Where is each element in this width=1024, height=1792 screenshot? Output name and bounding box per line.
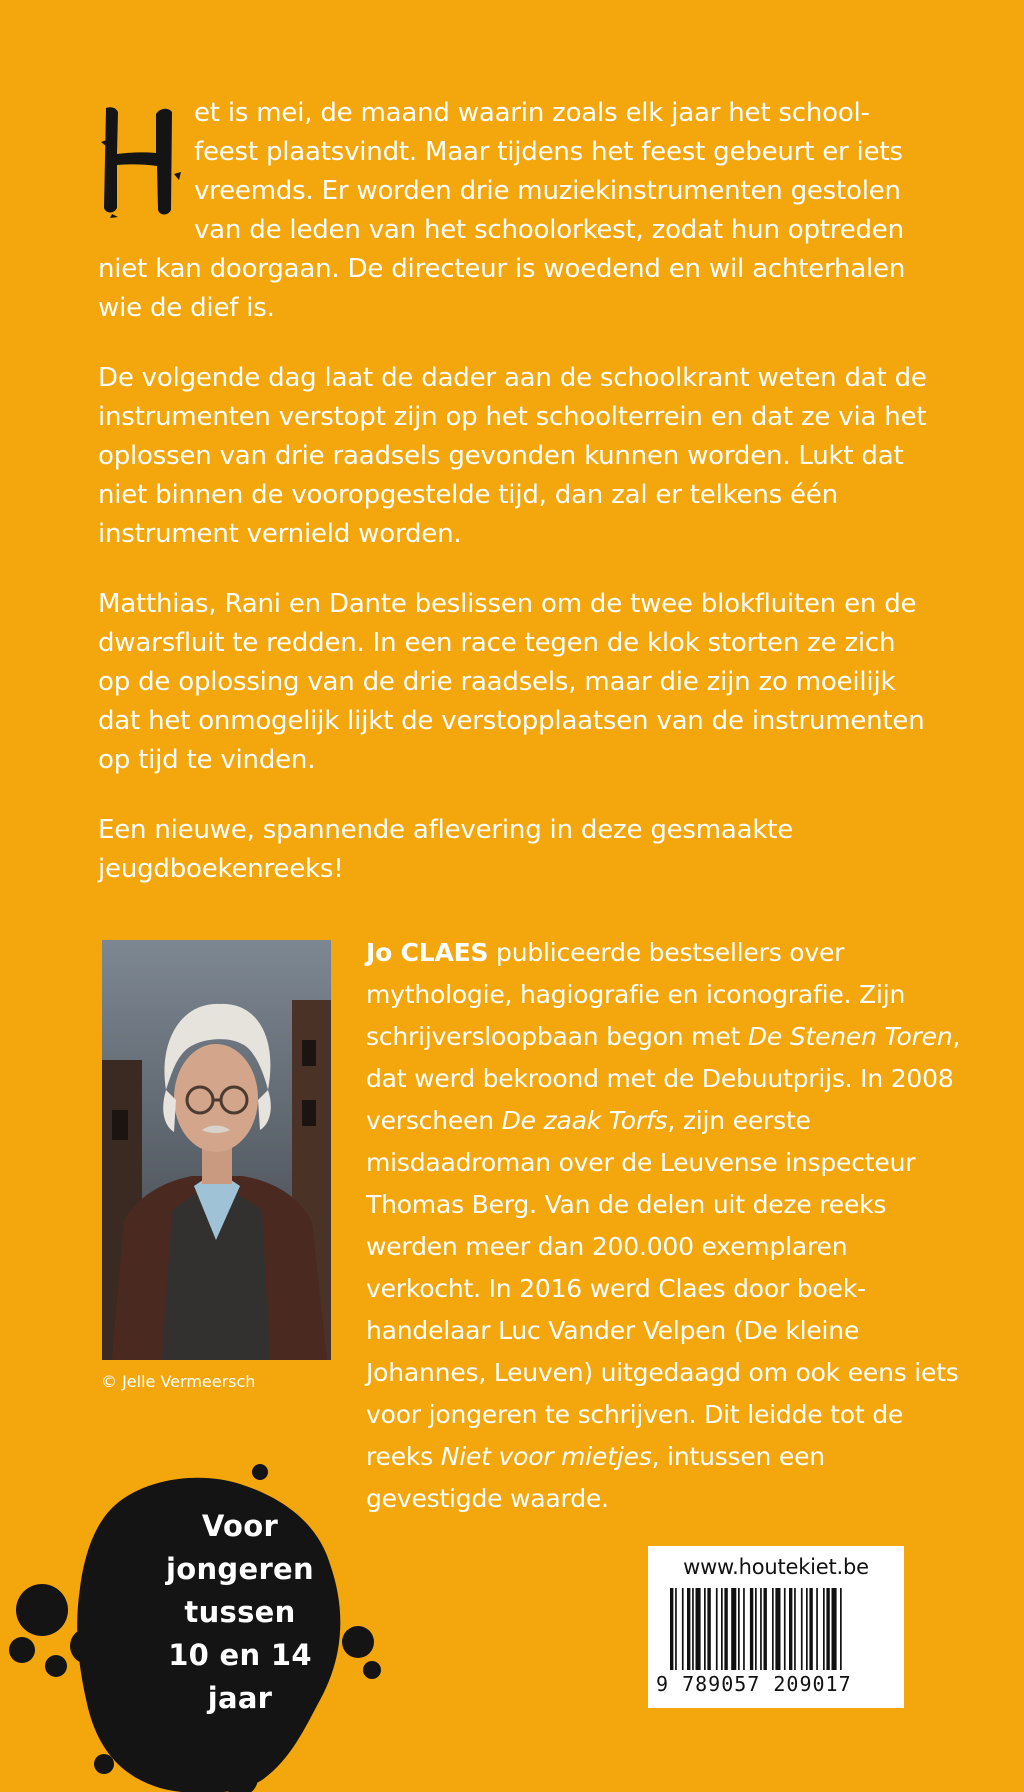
barcode-bar <box>675 1588 677 1670</box>
series-title: Niet voor mietjes <box>440 1442 652 1471</box>
barcode-bar <box>731 1588 736 1670</box>
barcode-bars <box>670 1588 884 1670</box>
blurb-paragraph-3: Matthias, Rani en Dante beslissen om de twee blokfluiten en de dwarsfluit te redden. In een race tegen de klok storten ze zich op de oplossing van de drie raadsels, maar die zijn zo moeilijk dat het onmogelijk lijkt de verstopplaatsen van de instrumenten op tijd te vinden. <box>98 589 925 775</box>
barcode-bar <box>775 1588 780 1670</box>
author-name: Jo CLAES <box>366 938 489 967</box>
barcode-bar <box>784 1588 786 1670</box>
barcode-bar <box>760 1588 762 1670</box>
book-title: De Stenen Toren <box>747 1022 953 1051</box>
author-photo <box>102 940 331 1360</box>
dropcap-brush-letter <box>98 102 184 220</box>
barcode-bar <box>721 1588 723 1670</box>
barcode-bar <box>743 1588 745 1670</box>
barcode-bar <box>687 1588 690 1670</box>
blurb-text <box>98 94 930 920</box>
blurb-paragraph-1: et is mei, de maand waarin zoals elk jaar het school-feest plaatsvindt. Maar tijdens het feest gebeurt er iets vreemds. Er worden drie muziekinstrumenten gestolen van de leden van het schoolorkest, zodat hun optreden niet kan doorgaan. De directeur is woedend en wil achterhalen wie de dief is. <box>98 98 906 323</box>
barcode-bar <box>772 1588 774 1670</box>
barcode-bar <box>707 1588 710 1670</box>
barcode-bar <box>682 1588 684 1670</box>
photo-credit: © Jelle Vermeersch <box>101 1372 256 1391</box>
barcode-bar <box>696 1588 701 1670</box>
barcode-bar <box>826 1588 829 1670</box>
barcode-bar <box>755 1588 757 1670</box>
barcode-bar <box>816 1588 818 1670</box>
blurb-paragraph-2: De volgende dag laat de dader aan de schoolkrant weten dat de instrumenten verstopt zijn op het schoolterrein en dat ze via het oplossen van drie raadsels gevonden kunnen worden. Lukt dat niet binnen de vooropgestelde tijd, dan zal er telkens één instrument vernield worden. <box>98 363 927 549</box>
age-badge-text: Voor jongeren tussen 10 en 14 jaar <box>166 1509 314 1715</box>
barcode-bar <box>704 1588 706 1670</box>
barcode-bar <box>789 1588 792 1670</box>
barcode-bar <box>670 1588 673 1670</box>
barcode-bar <box>724 1588 727 1670</box>
barcode-bar <box>692 1588 694 1670</box>
author-bio: Jo CLAES publiceerde bestsellers over mythologie, hagiografie en iconografie. Zijn schrijversloopbaan begon met De Stenen Toren, dat werd bekroond met de Debuutprijs. In 2008 verscheen De zaak Torfs, zijn eerste misdaadroman over de Leuvense inspecteur Thomas Berg. Van de delen uit deze reeks werden meer dan 200.000 exemplaren verkocht. In 2016 werd Claes door boek-handelaar Luc Vander Velpen (De kleine Johannes, Leuven) uitgedaagd om ook eens iets voor jongeren te schrijven. Dit leidde tot de reeks Niet voor mietjes, intussen een gevestigde waarde. <box>366 938 961 1513</box>
barcode-bar <box>738 1588 740 1670</box>
blurb-paragraph-4: Een nieuwe, spannende aflevering in deze gesmaakte jeugdboekenreeks! <box>98 815 794 884</box>
barcode-bar <box>823 1588 825 1670</box>
barcode-label <box>648 1546 904 1708</box>
publisher-url: www.houtekiet.be <box>683 1555 869 1579</box>
barcode-bar <box>806 1588 808 1670</box>
barcode-bar <box>801 1588 803 1670</box>
barcode-bar <box>764 1588 767 1670</box>
barcode-bar <box>840 1588 842 1670</box>
book-title: De zaak Torfs <box>501 1106 668 1135</box>
barcode-bar <box>832 1588 837 1670</box>
barcode-bar <box>794 1588 796 1670</box>
barcode-bar <box>750 1588 753 1670</box>
barcode-bar <box>809 1588 812 1670</box>
barcode-bar <box>716 1588 718 1670</box>
isbn-number: 9 789057 209017 <box>656 1672 852 1696</box>
